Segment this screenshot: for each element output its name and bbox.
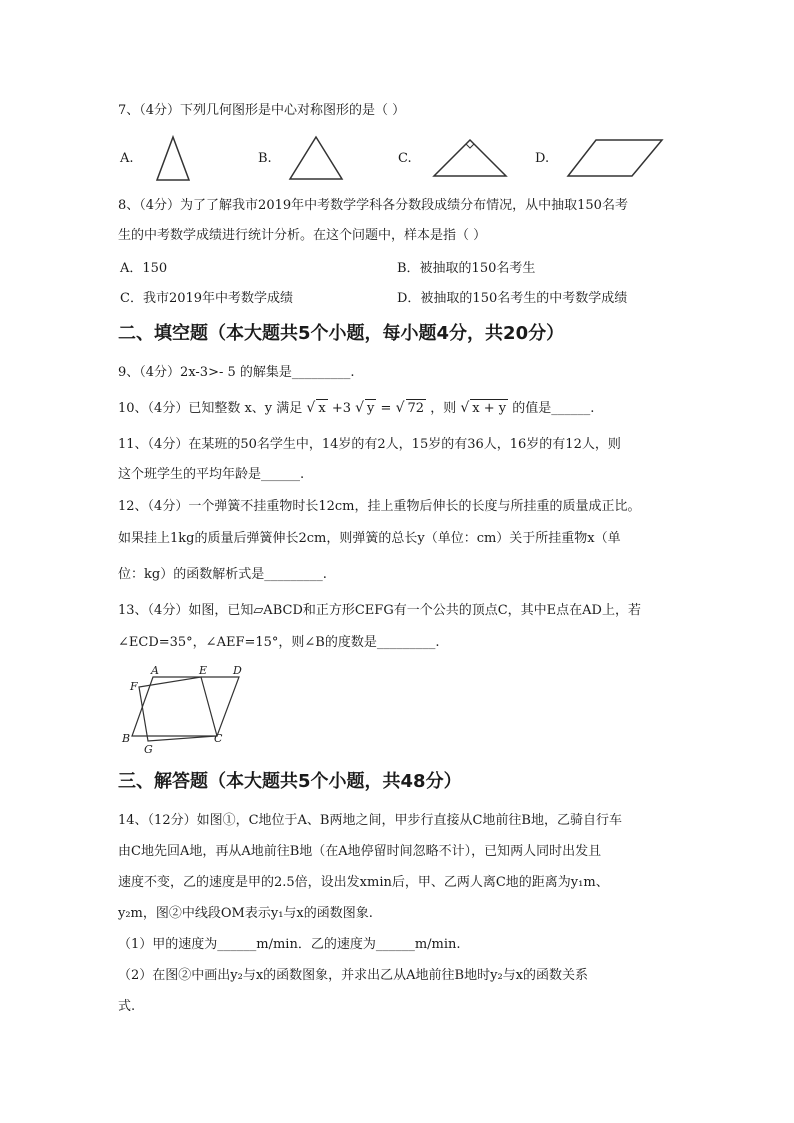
q7-option-d-parallelogram [566, 138, 664, 180]
q13-line1: 13、（4分）如图，已知▱ABCD和正方形CEFG有一个公共的顶点C，其中E点在AD上，若 [118, 603, 641, 618]
q10-radicand-xy: x + y [472, 401, 507, 416]
q10-radicand-72: 72 [407, 401, 425, 416]
sqrt-icon: √ [355, 400, 365, 416]
q8-option-b: B．被抽取的150名考生 [397, 261, 536, 276]
fig-label-c: C [214, 732, 223, 745]
q10-suffix: 的值是______. [512, 401, 595, 416]
fig-label-a: A [151, 664, 159, 677]
q7-option-a-label: A. [120, 151, 134, 166]
q10-plus: +3 [331, 401, 351, 416]
sqrt-icon: √ [460, 400, 470, 416]
q14-part2-line1: （2）在图②中画出y₂与x的函数图象，并求出乙从A地前往B地时y₂与x的函数关系 [118, 968, 588, 983]
q14-line3: 速度不变，乙的速度是甲的2.5倍，设出发xmin后，甲、乙两人离C地的距离为y₁m、 [118, 875, 609, 890]
q8-option-d: D．被抽取的150名考生的中考数学成绩 [397, 291, 628, 306]
fig-label-f: F [130, 680, 138, 693]
q13-figure [115, 662, 255, 756]
q10-radicand-y: y [367, 401, 375, 416]
q10-radicand-x: x [318, 401, 326, 416]
q7-option-d-label: D. [535, 151, 550, 166]
fig-label-d: D [233, 664, 242, 677]
q14-line2: 由C地先回A地，再从A地前往B地（在A地停留时间忽略不计），已知两人同时出发且 [118, 844, 602, 859]
q8-line1: 8、（4分）为了了解我市2019年中考数学学科各分数段成绩分布情况，从中抽取150名考 [118, 198, 628, 213]
q7-stem: 7、（4分）下列几何图形是中心对称图形的是（ ） [118, 103, 406, 118]
square-cefg [139, 677, 217, 741]
q12-line3: 位：kg）的函数解析式是_________. [118, 567, 327, 582]
sqrt-icon: √ [306, 400, 316, 416]
q8-option-a: A．150 [120, 261, 168, 276]
q7-option-c-right-triangle [432, 138, 508, 180]
q7-option-c-label: C. [398, 151, 412, 166]
q10-mid: ，则 [430, 401, 457, 416]
q7-option-b-triangle [288, 136, 344, 182]
q13-line2: ∠ECD=35°，∠AEF=15°，则∠B的度数是_________. [118, 635, 440, 650]
section-3-heading: 三、解答题（本大题共5个小题，共48分） [118, 771, 462, 792]
fig-label-g: G [144, 743, 153, 756]
q10 [118, 399, 594, 418]
q11-line2: 这个班学生的平均年龄是______. [118, 467, 305, 482]
q11-line1: 11、（4分）在某班的50名学生中，14岁的有2人，15岁的有36人，16岁的有12人，则 [118, 437, 621, 452]
fig-label-b: B [122, 732, 131, 745]
q14-part2-line2: 式. [118, 999, 136, 1014]
q14-part1: （1）甲的速度为______m/min．乙的速度为______m/min. [118, 937, 461, 952]
q10-equals: = [380, 401, 392, 416]
fig-label-e: E [199, 664, 208, 677]
q9: 9、（4分）2x-3>- 5 的解集是_________. [118, 365, 355, 380]
q14-line1: 14、（12分）如图①，C地位于A、B两地之间，甲步行直接从C地前往B地，乙骑自行车 [118, 813, 622, 828]
q7-option-b-label: B. [258, 151, 272, 166]
q8-line2: 生的中考数学成绩进行统计分析。在这个问题中，样本是指（ ） [118, 228, 487, 243]
section-2-heading: 二、填空题（本大题共5个小题，每小题4分，共20分） [118, 323, 565, 344]
q14-line4: y₂m，图②中线段OM表示y₁与x的函数图象. [118, 906, 373, 921]
sqrt-icon: √ [395, 400, 405, 416]
q12-line1: 12、（4分）一个弹簧不挂重物时长12cm，挂上重物后伸长的长度与所挂重的质量成正比。 [118, 499, 641, 514]
q8-option-c: C．我市2019年中考数学成绩 [120, 291, 294, 306]
q10-prefix: 10、（4分）已知整数 x、y 满足 [118, 401, 303, 416]
q7-option-a-triangle [155, 136, 191, 184]
q12-line2: 如果挂上1kg的质量后弹簧伸长2cm，则弹簧的总长y（单位：cm）关于所挂重物x（单 [118, 531, 621, 546]
